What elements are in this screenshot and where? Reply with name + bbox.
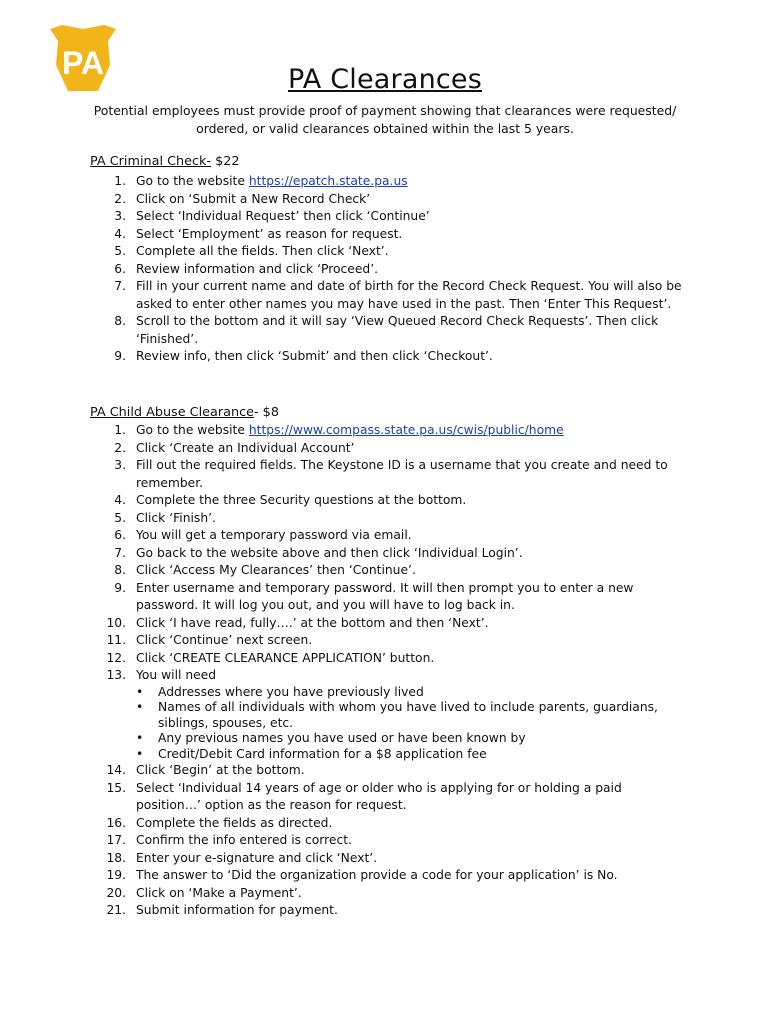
list-item: 13. You will need • Addresses where you have previously lived • Names of all individuals with whom you have lived to include parents, guardians, siblings, spouses, etc. • Any previous names you have used or have been known by • Credit/Debit Card information for a $8 application fee	[90, 667, 682, 762]
list-item: 4. Complete the three Security questions at the bottom.	[114, 493, 467, 507]
list-item: 8. Click ‘Access My Clearances’ then ‘Continue’.	[114, 563, 416, 577]
list-item: 6. You will get a temporary password via email.	[114, 528, 412, 542]
requirement-item: • Credit/Debit Card information for a $8 application fee	[136, 746, 487, 761]
list-item: 1. Go to the website https://www.compass.state.pa.us/cwis/public/home	[114, 423, 564, 437]
list-item: 10. Click ‘I have read, fully….’ at the bottom and then ‘Next’.	[106, 615, 489, 630]
criminal-check-heading	[90, 154, 240, 169]
list-item: 17. Confirm the info entered is correct.	[106, 833, 352, 847]
list-item: 3. Fill out the required fields. The Keystone ID is a username that you create and need to remember.	[114, 458, 668, 490]
list-item: 3. Select ‘Individual Request’ then click ‘Continue’	[114, 209, 430, 223]
requirement-item: • Addresses where you have previously lived	[136, 684, 424, 699]
list-item: 14. Click ‘Begin’ at the bottom.	[106, 763, 305, 777]
list-item: 20. Click on ‘Make a Payment’.	[106, 885, 302, 900]
requirement-item: • Names of all individuals with whom you have lived to include parents, guardians, siblings, spouses, etc.	[136, 700, 658, 730]
child-abuse-heading	[90, 405, 279, 420]
child-abuse-steps-list	[90, 422, 682, 920]
list-item: 18. Enter your e-signature and click ‘Next’.	[106, 850, 378, 865]
criminal-steps-list	[90, 173, 682, 366]
epatch-link[interactable]: https://epatch.state.pa.us	[248, 174, 408, 188]
list-item: 12. Click ‘CREATE CLEARANCE APPLICATION’ button.	[106, 650, 435, 665]
list-item: 21. Submit information for payment.	[106, 903, 338, 917]
list-item: 6. Review information and click ‘Proceed’.	[114, 261, 379, 276]
list-item: 9. Enter username and temporary password. It will then prompt you to enter a new password. It will log you out, and you will have to log back in.	[114, 580, 634, 612]
list-item: 2. Click on ‘Submit a New Record Check’	[114, 191, 371, 206]
bullet-icon: •	[136, 731, 144, 745]
list-item: 1. Go to the website https://epatch.state.pa.us	[114, 174, 408, 188]
list-item: 5. Click ‘Finish’.	[114, 510, 216, 525]
child-abuse-price: - $8	[254, 405, 279, 420]
bullet-icon: •	[136, 700, 144, 714]
list-item: 5. Complete all the fields. Then click ‘Next’.	[114, 244, 389, 258]
requirement-item: • Any previous names you have used or have been known by	[136, 731, 526, 745]
list-item: 16. Complete the fields as directed.	[106, 815, 333, 830]
logo-text: PA	[61, 45, 105, 81]
page-title: PA Clearances	[288, 64, 482, 95]
criminal-check-price: $22	[211, 154, 240, 169]
list-item: 9. Review info, then click ‘Submit’ and then click ‘Checkout’.	[114, 349, 493, 363]
child-abuse-title: PA Child Abuse Clearance	[90, 405, 254, 420]
compass-link[interactable]: https://www.compass.state.pa.us/cwis/public/home	[248, 423, 564, 437]
intro-text: Potential employees must provide proof of payment showing that clearances were requested/ ordered, or valid clearances obtained within the last 5 years.	[93, 103, 677, 136]
list-item: 4. Select ‘Employment’ as reason for request.	[114, 226, 403, 241]
requirements-list	[136, 685, 682, 763]
bullet-icon: •	[136, 684, 144, 699]
list-item: 15. Select ‘Individual 14 years of age or older who is applying for or holding a paid position…’ option as the reason for request.	[106, 780, 622, 812]
list-item: 11. Click ‘Continue’ next screen.	[106, 633, 313, 647]
bullet-icon: •	[136, 746, 144, 761]
list-item: 8. Scroll to the bottom and it will say ‘View Queued Record Check Requests’. Then click ‘Finished’.	[114, 314, 659, 346]
list-item: 2. Click ‘Create an Individual Account’	[114, 440, 355, 455]
criminal-check-title: PA Criminal Check-	[90, 154, 212, 169]
list-item: 19. The answer to ‘Did the organization provide a code for your application’ is No.	[106, 868, 618, 882]
list-item: 7. Go back to the website above and then click ‘Individual Login’.	[114, 545, 523, 560]
list-item: 7. Fill in your current name and date of birth for the Record Check Request. You will also be asked to enter other names you may have used in the past. Then ‘Enter This Request’.	[114, 279, 682, 311]
